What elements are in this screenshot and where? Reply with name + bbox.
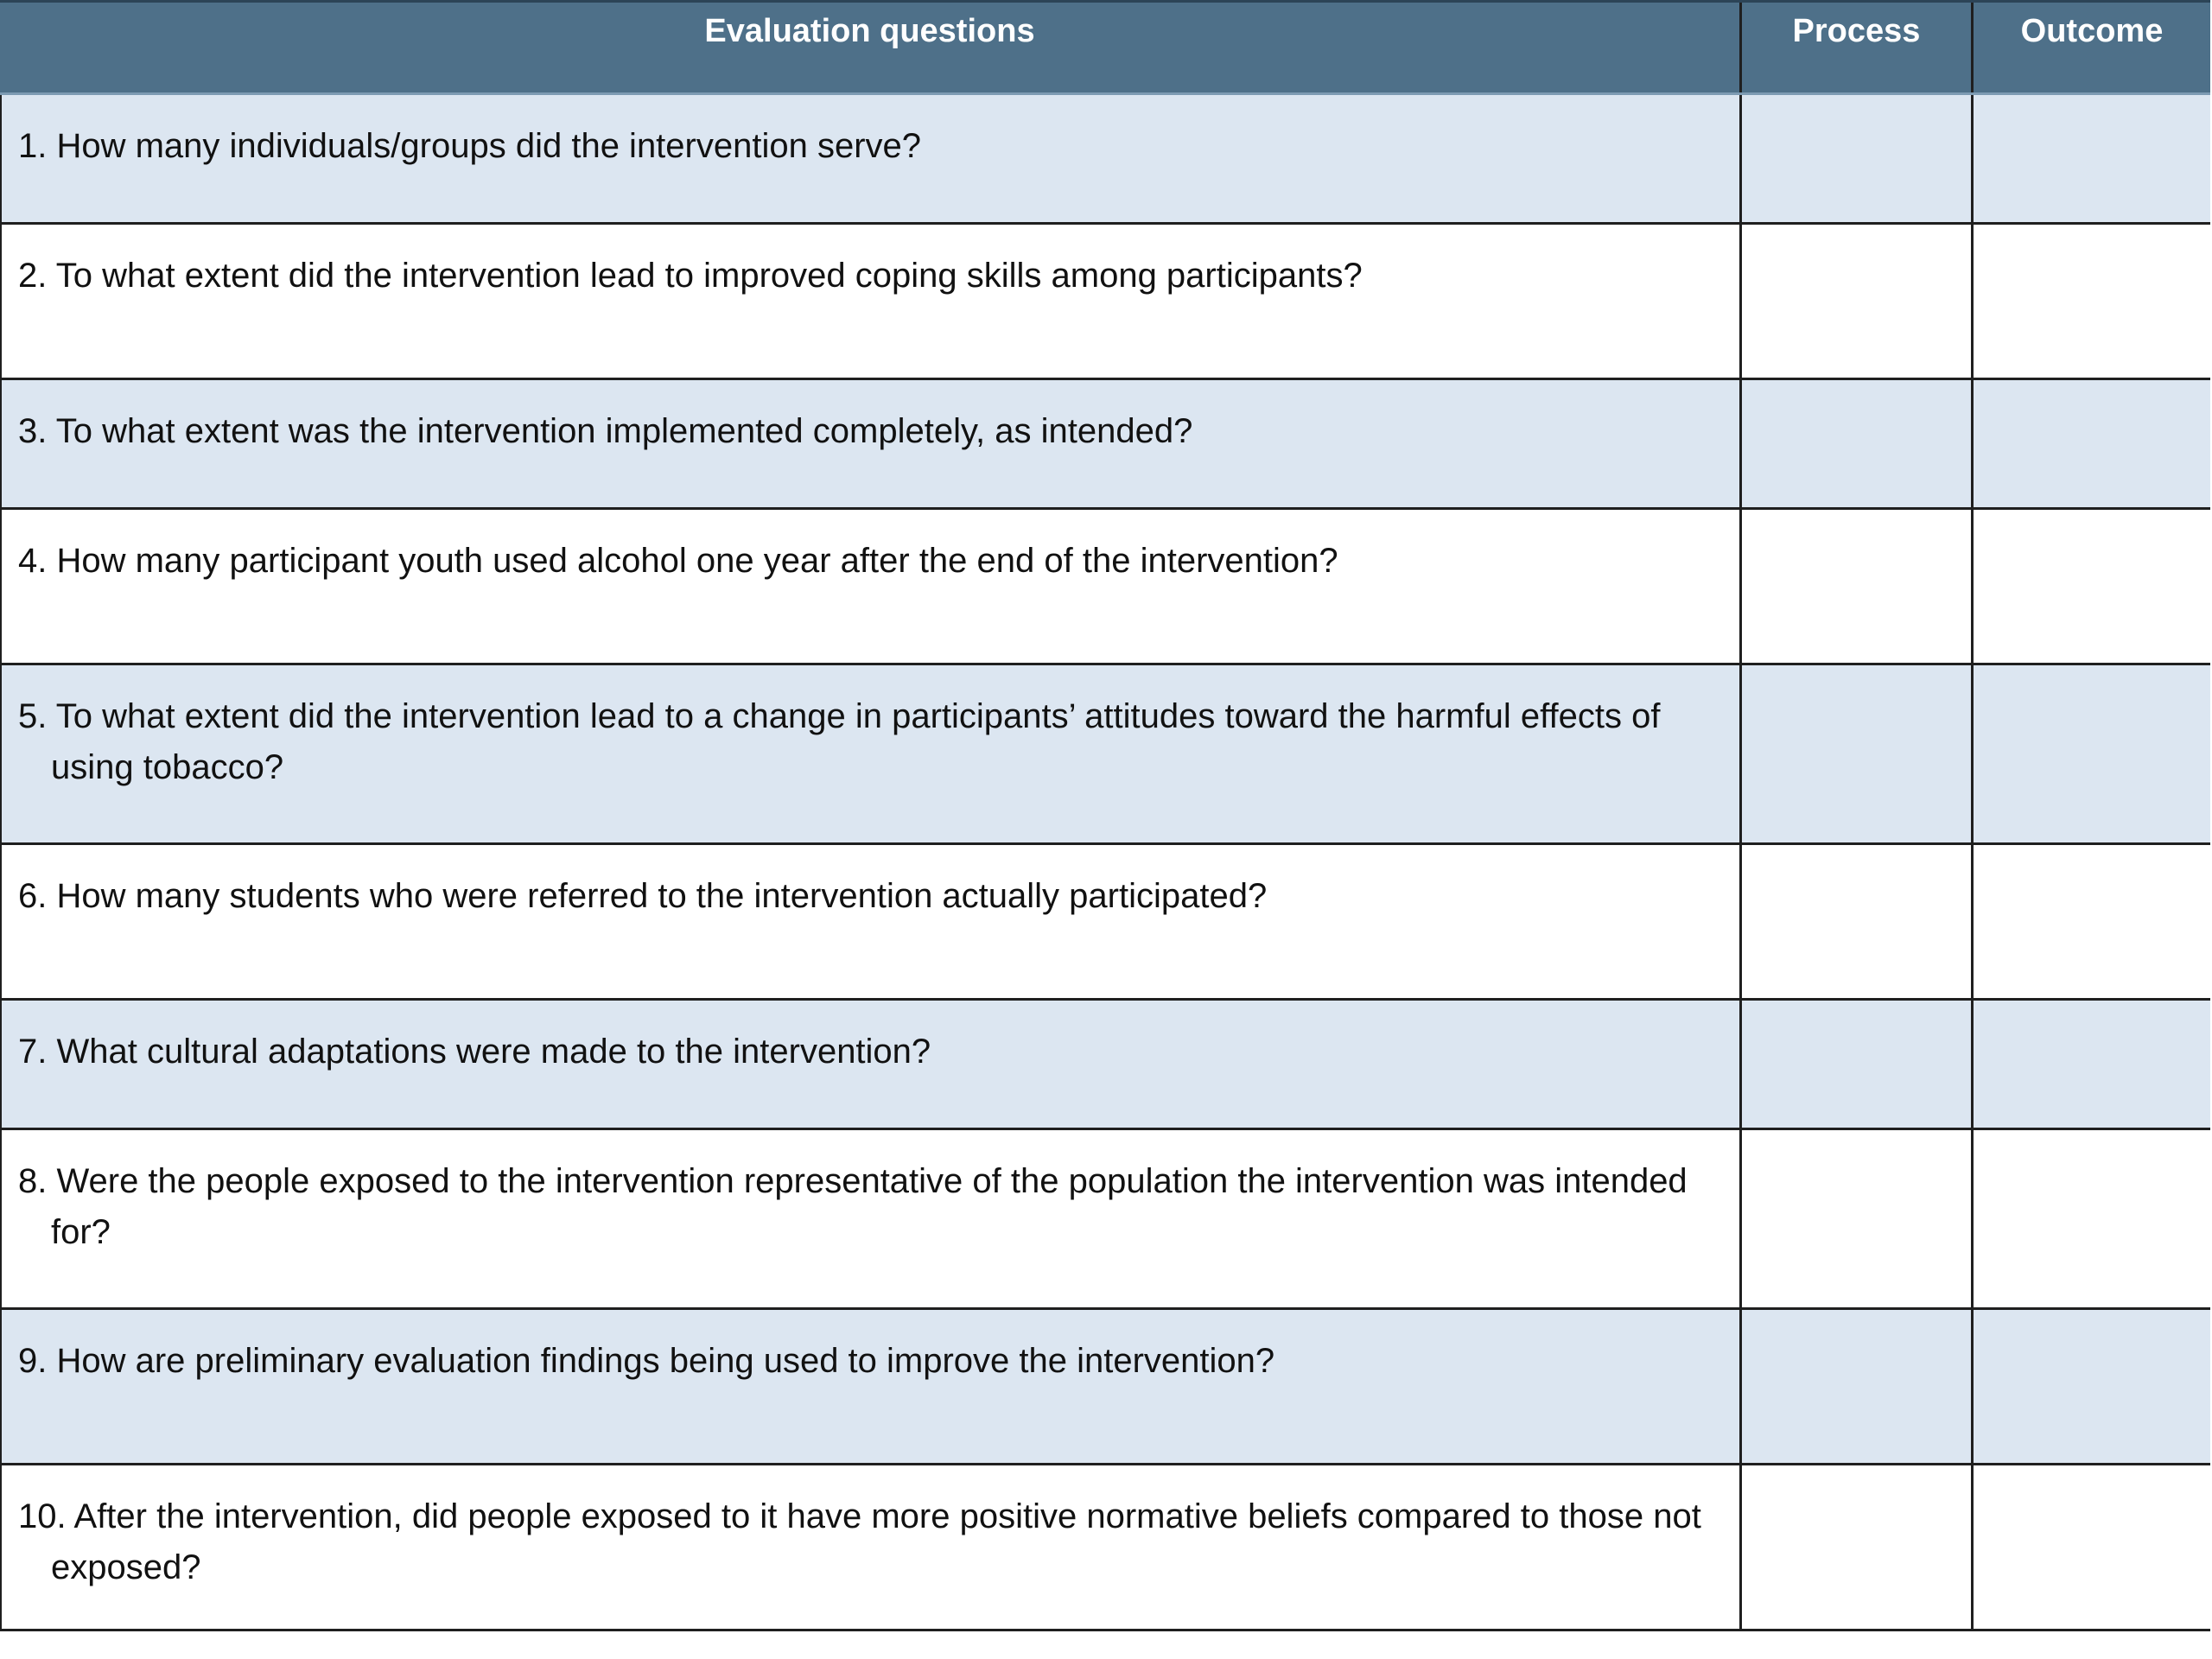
- table-row: [0, 1310, 2210, 1465]
- question-text: 2. To what extent did the intervention lead to improved coping skills among participants?: [18, 257, 1363, 295]
- table-row: [0, 380, 2210, 510]
- question-text: 4. How many participant youth used alcohol one year after the end of the intervention?: [18, 542, 1338, 580]
- table-row: [0, 665, 2210, 845]
- outcome-cell[interactable]: [1971, 1465, 2210, 1629]
- question-text: 9. How are preliminary evaluation findings being used to improve the intervention?: [18, 1342, 1275, 1380]
- process-cell[interactable]: [1739, 1310, 1971, 1463]
- question-text: 10. After the intervention, did people exposed to it have more positive normative beliefs compared to those not exposed?: [18, 1497, 1701, 1586]
- process-cell[interactable]: [1739, 95, 1971, 222]
- header-process: Process: [1739, 3, 1971, 92]
- table-header-row: [0, 3, 2210, 95]
- process-cell[interactable]: [1739, 665, 1971, 842]
- process-cell[interactable]: [1739, 510, 1971, 663]
- question-cell: [0, 510, 1739, 663]
- table-row: [0, 95, 2210, 225]
- table-row: [0, 845, 2210, 1001]
- question-text: 7. What cultural adaptations were made to the intervention?: [18, 1033, 931, 1071]
- header-evaluation-questions: Evaluation questions: [704, 13, 1035, 49]
- question-text: 3. To what extent was the intervention implemented completely, as intended?: [18, 412, 1193, 450]
- outcome-cell[interactable]: [1971, 225, 2210, 378]
- header-outcome: Outcome: [1971, 3, 2210, 92]
- outcome-cell[interactable]: [1971, 845, 2210, 998]
- question-text: 5. To what extent did the intervention lead to a change in participants’ attitudes toward the harmful effects of using tobacco?: [18, 697, 1661, 786]
- question-cell: [0, 665, 1739, 842]
- question-cell: [0, 225, 1739, 378]
- outcome-cell[interactable]: [1971, 510, 2210, 663]
- process-cell[interactable]: [1739, 225, 1971, 378]
- question-cell: [0, 845, 1739, 998]
- question-cell: [0, 380, 1739, 507]
- table-row: [0, 510, 2210, 665]
- outcome-cell[interactable]: [1971, 95, 2210, 222]
- outcome-cell[interactable]: [1971, 380, 2210, 507]
- question-cell: [0, 1001, 1739, 1128]
- question-text: 6. How many students who were referred to the intervention actually participated?: [18, 877, 1268, 915]
- question-text: 1. How many individuals/groups did the intervention serve?: [18, 127, 922, 165]
- process-cell[interactable]: [1739, 1130, 1971, 1307]
- question-text: 8. Were the people exposed to the intervention representative of the population the intervention was intended for?: [18, 1162, 1688, 1251]
- process-cell[interactable]: [1739, 845, 1971, 998]
- process-cell[interactable]: [1739, 1465, 1971, 1629]
- table-row: [0, 1465, 2210, 1631]
- question-cell: [0, 95, 1739, 222]
- question-cell: [0, 1465, 1739, 1629]
- outcome-cell[interactable]: [1971, 1310, 2210, 1463]
- outcome-cell[interactable]: [1971, 665, 2210, 842]
- question-cell: [0, 1310, 1739, 1463]
- table-row: [0, 1130, 2210, 1310]
- process-cell[interactable]: [1739, 380, 1971, 507]
- outcome-cell[interactable]: [1971, 1001, 2210, 1128]
- question-cell: [0, 1130, 1739, 1307]
- table-row: [0, 225, 2210, 380]
- outcome-cell[interactable]: [1971, 1130, 2210, 1307]
- process-cell[interactable]: [1739, 1001, 1971, 1128]
- table-row: [0, 1001, 2210, 1130]
